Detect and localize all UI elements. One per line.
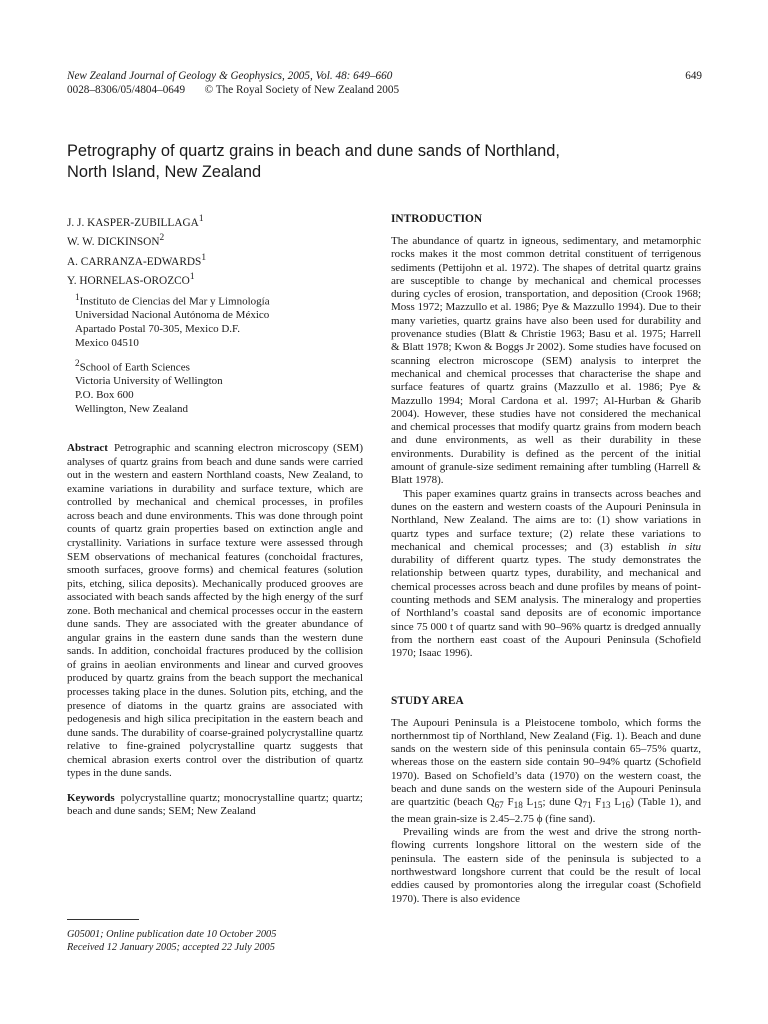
affiliation-line: School of Earth Sciences — [79, 361, 190, 374]
author-affiliation-mark: 1 — [198, 214, 204, 224]
author — [67, 231, 363, 250]
footnote-line: G05001; Online publication date 10 October 2005 — [67, 929, 277, 940]
study-area-paragraph — [391, 717, 701, 827]
text-run: L — [522, 796, 534, 809]
introduction-paragraph — [391, 488, 701, 661]
affiliation-1 — [67, 291, 363, 350]
author-name: J. J. KASPER-ZUBILLAGA — [67, 216, 199, 229]
introduction-heading: INTRODUCTION — [391, 213, 483, 225]
text-run: L — [610, 796, 622, 809]
text-run: durability of different quartz types. The study demonstrates the relationship between quartz types, durability, and mechanical and chemical processes across beach and dune profiles by means of point-counting methods and SEM analysis. The mineralogy and properties of Northland’s coastal sand deposits are of economic importance since 75 000 t of quartz sand with 90–96% quartz is dredged annually from the northern east coast of the Aupouri Peninsula (Schofield 1970; Isaac 1996). — [391, 554, 701, 660]
text-run: ; dune Q — [542, 796, 583, 809]
study-area-heading: STUDY AREA — [391, 694, 464, 707]
affiliation-line: Universidad Nacional Autónoma de México — [75, 309, 270, 322]
author-name: Y. HORNELAS-OROZCO — [67, 274, 190, 287]
article-title — [67, 141, 687, 183]
text-run: F — [591, 796, 602, 809]
issn-copyright-line: 0028–8306/05/4804–0649 © The Royal Society of New Zealand 2005 — [67, 84, 400, 96]
journal-header — [67, 69, 702, 97]
title-line-2: North Island, New Zealand — [67, 163, 262, 181]
introduction-paragraph: The abundance of quartz in igneous, sedimentary, and metamorphic rocks makes it the most common detrital constituent of terrigenous sediments (Pettijohn et al. 1972). The shapes of detrital quartz grains are susceptible to change by mechanical and chemical processes during cycles of erosion, transportation, and deposition (Crook 1968; Moss 1972; Mazzullo et al. 1986; Pye & Mazzullo 1994). Due to their many varieties, quartz grains have also been used for durability and provenance studies (Blatt & Christie 1963; Basu et al. 1975; Harrell & Blatt 1978; Kwon & Boggs Jr 2002). Some studies have focused on scanning electron microscope (SEM) analysis to interpret the mechanical and chemical processes that characterise the shape and surface features of quartz grains (Mazzullo et al. 1986; Pye & Mazzullo 1994; Moral Cardona et al. 1997; Al-Hurban & Gharib 2004). However, these studies have not considered the mechanical and chemical processes that modify quartz grains from modern beach and dune environments, as well as their durability in these environments. Durability is defined as the percent of the initial amount of granule-size sediment remaining after tumbling (Harrell & Blatt 1978). — [391, 235, 701, 487]
author-name: A. CARRANZA-EDWARDS — [67, 255, 202, 268]
keywords — [67, 792, 363, 819]
subscript: 71 — [582, 800, 592, 811]
footnote — [67, 919, 363, 954]
affiliation-line: Apartado Postal 70-305, Mexico D.F. — [75, 322, 241, 335]
study-area-paragraph: Prevailing winds are from the west and drive the strong north-flowing currents longshore littoral on the western side of the peninsula. The eastern side of the peninsula is subjected to a northwestward longshore current that could be the result of local eddies caused by promontories along the irregular coast (Schofield 1970). There is also evidence — [391, 826, 701, 905]
affiliation-line: P.O. Box 600 — [75, 388, 134, 401]
affiliation-line: Wellington, New Zealand — [75, 402, 189, 415]
footnote-rule — [67, 919, 139, 920]
subscript: 67 — [494, 800, 504, 811]
italic-text: in situ — [668, 540, 702, 553]
affiliation-line: Mexico 04510 — [75, 336, 139, 349]
affiliation-2 — [67, 357, 363, 416]
author — [67, 251, 363, 270]
author-affiliation-mark: 1 — [201, 252, 207, 263]
subscript: 15 — [533, 800, 543, 811]
left-column — [67, 212, 363, 830]
page-number: 649 — [685, 70, 702, 82]
author — [67, 212, 363, 231]
abstract — [67, 442, 363, 781]
author-affiliation-mark: 2 — [159, 233, 165, 244]
subscript: 18 — [513, 800, 523, 811]
affiliation-mark: 2 — [75, 358, 80, 369]
text-run: F — [503, 796, 514, 809]
footnote-line: Received 12 January 2005; accepted 22 July 2005 — [67, 941, 275, 953]
title-line-1: Petrography of quartz grains in beach and dune sands of Northland, — [67, 142, 560, 160]
abstract-label: Abstract — [67, 442, 108, 455]
subscript: 13 — [601, 800, 611, 811]
affiliation-mark: 1 — [75, 292, 80, 303]
affiliation-line: Instituto de Ciencias del Mar y Limnología — [79, 295, 270, 308]
author-affiliation-mark: 1 — [189, 271, 195, 282]
abstract-text: Petrographic and scanning electron microscopy (SEM) analyses of quartz grains from beach and dune sands were carried out in the western and eastern Northland coasts, New Zealand, to examine variations in durability and surface texture, which are controlled by mechanical and chemical processes, in profiles across beach and dune environments. This was done through point counts of quartz grain properties based on extinction angle and crystallinity. Variations in surface texture were assessed through SEM observations of mechanical features (conchoidal fractures, smooth surfaces, groove forms) and chemical features (solution pits, etching, silica deposits). Mechanically produced grooves are associated with beach sands affected by the high energy of the surf zone. Both mechanical and chemical processes occur in the eastern dune sands. They are associated with the greater abundance of angular grains in the eastern dune sands than the western dune sands. In addition, conchoidal fractures produced by the collision of grains in aeolian environments and linear and curved grooves produced by quartz grains from the beach support the mechanical processes taking place in the dunes. Solution pits, etching, and the presence of diatoms in the quartz grains are associated with pedogenesis and high silica precipitation in the eastern beach and dune sands. The durability of coarse-grained polycrystalline quartz relative to fine-grained polycrystalline quartz suggests that chemical abrasion exerts control over the distribution of quartz types in the dune sands. — [67, 442, 363, 780]
journal-citation: New Zealand Journal of Geology & Geophysics, 2005, Vol. 48: 649–660 — [67, 70, 393, 82]
author-list — [67, 212, 363, 289]
text-run: The Aupouri Peninsula is a Pleistocene tombolo, which forms the northernmost tip of Northland, New Zealand (Fig. 1). Beach and dune sands on the western side of this peninsula contain 65–75% quartz, whereas those on the eastern side contain 90–94% quartz (Schofield 1970). Based on Schofield’s data (1970) on the western coast, the beach and dune sands on the western side of the Aupouri Peninsula are quartzitic (beach Q — [391, 716, 701, 809]
affiliation-line: Victoria University of Wellington — [75, 375, 223, 388]
author-name: W. W. DICKINSON — [67, 236, 160, 249]
text-run: This paper examines quartz grains in transects across beaches and dunes on the eastern and western coasts of the Aupouri Peninsula in Northland, New Zealand. The aims are to: (1) show variations in quartz types and surface texture; (2) relate these variations to mechanical and chemical processes; and (3) establish — [391, 487, 701, 553]
subscript: 16 — [621, 800, 631, 811]
keywords-text: polycrystalline quartz; monocrystalline quartz; quartz; beach and dune sands; SEM; New Zealand — [67, 791, 363, 818]
right-column — [391, 212, 701, 906]
keywords-label: Keywords — [67, 791, 115, 804]
author — [67, 270, 363, 289]
text-run: ) (Table 1), and the mean grain-size is 2.45–2.75 ϕ (fine sand). — [391, 796, 701, 825]
